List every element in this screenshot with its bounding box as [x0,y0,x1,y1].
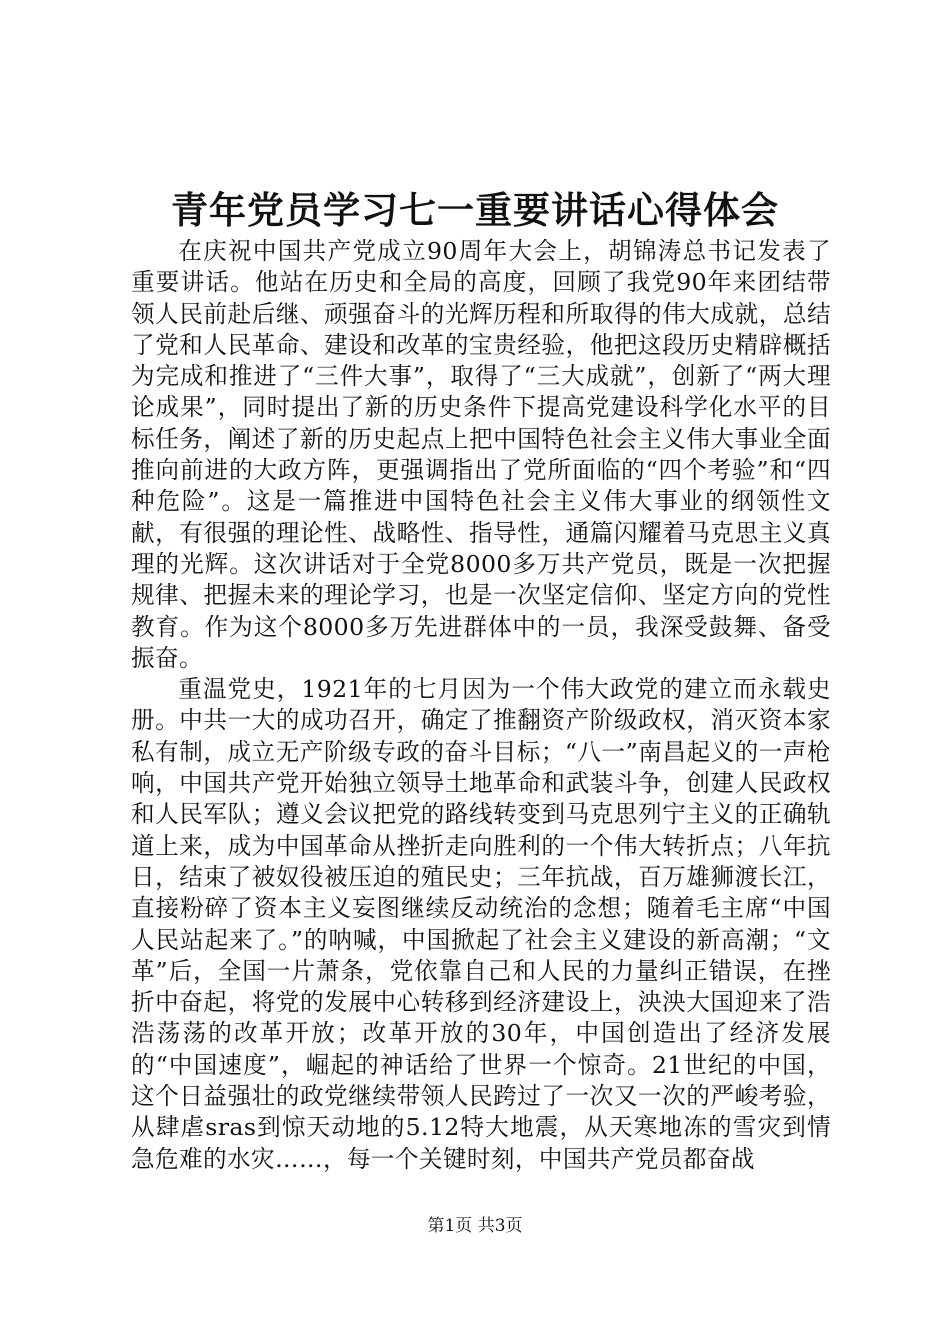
paragraph-1: 在庆祝中国共产党成立90周年大会上，胡锦涛总书记发表了重要讲话。他站在历史和全局的高度，回顾了我党90年来团结带领人民前赴后继、顽强奋斗的光辉历程和所取得的伟大成就，总结了党和人民革命、建设和改革的宝贵经验，他把这段历史精辟概括为完成和推进了“三件大事”，取得了“三大成就”，创新了“两大理论成果”，同时提出了新的历史条件下提高党建设科学化水平的目标任务，阐述了新的历史起点上把中国特色社会主义伟大事业全面推向前进的大政方阵，更强调指出了党所面临的“四个考验”和“四种危险”。这是一篇推进中国特色社会主义伟大事业的纲领性文献，有很强的理论性、战略性、指导性，通篇闪耀着马克思主义真理的光辉。这次讲话对于全党8000多万共产党员，既是一次把握规律、把握未来的理论学习，也是一次坚定信仰、坚定方向的党性教育。作为这个8000多万先进群体中的一员，我深受鼓舞、备受振奋。 [131,237,831,672]
paragraph-2: 重温党史，1921年的七月因为一个伟大政党的建立而永载史册。中共一大的成功召开，确定了推翻资产阶级政权，消灭资本家私有制，成立无产阶级专政的奋斗目标；“八一”南昌起义的一声枪响，中国共产党开始独立领导土地革命和武装斗争，创建人民政权和人民军队；遵义会议把党的路线转变到马克思列宁主义的正确轨道上来，成为中国革命从挫折走向胜利的一个伟大转折点；八年抗日，结束了被奴役被压迫的殖民史；三年抗战，百万雄狮渡长江，直接粉碎了资本主义妄图继续反动统治的念想；随着毛主席“中国人民站起来了。”的呐喊，中国掀起了社会主义建设的新高潮；“文革”后，全国一片萧条，党依靠自己和人民的力量纠正错误，在挫折中奋起，将党的发展中心转移到经济建设上，泱泱大国迎来了浩浩荡荡的改革开放；改革开放的30年，中国创造出了经济发展的“中国速度”，崛起的神话给了世界一个惊奇。21世纪的中国，这个日益强壮的政党继续带领人民跨过了一次又一次的严峻考验，从肆虐sras到惊天动地的5.12特大地震，从天寒地冻的雪灾到情急危难的水灾……，每一个关键时刻，中国共产党员都奋战 [131,675,831,1173]
document-title: 青年党员学习七一重要讲话心得体会 [171,188,779,232]
page-footer: 第1页 共3页 [427,1216,523,1236]
document-body [131,236,831,1175]
